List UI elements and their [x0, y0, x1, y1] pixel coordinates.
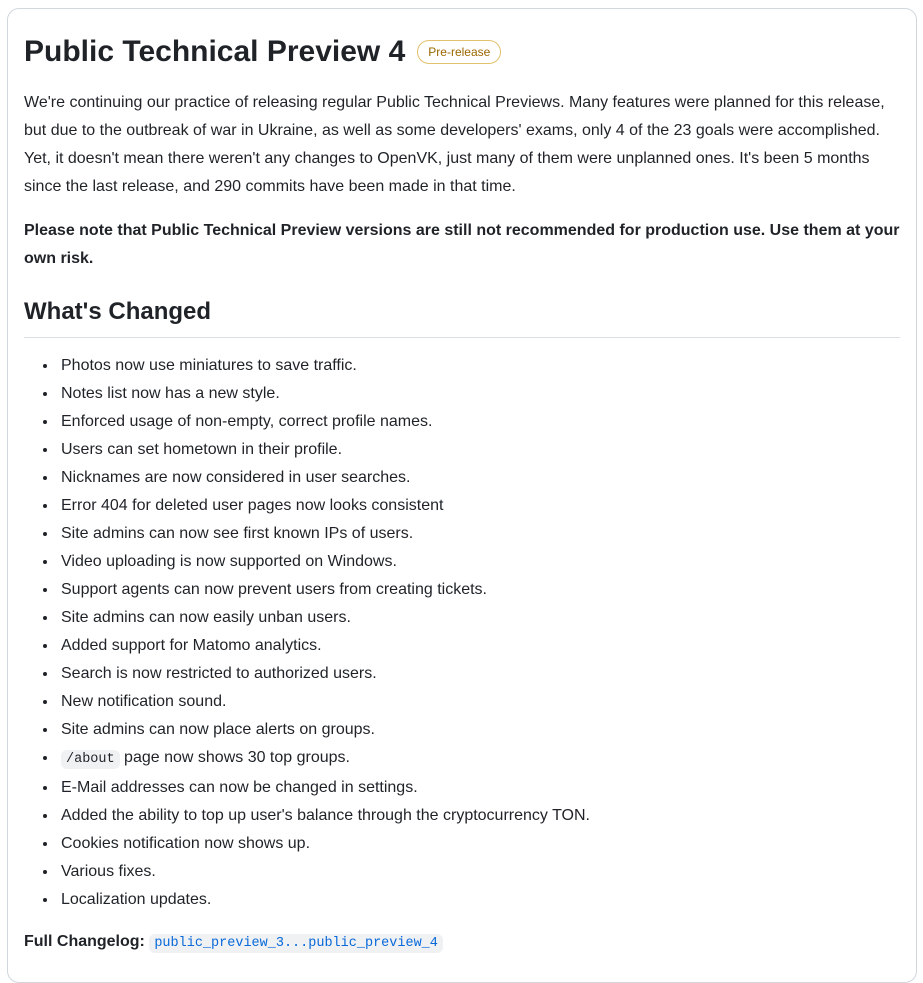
list-item-text: page now shows 30 top groups. — [119, 748, 350, 766]
release-body — [24, 89, 900, 273]
full-changelog-label: Full Changelog: — [24, 932, 145, 950]
prerelease-badge: Pre-release — [417, 40, 501, 64]
list-item: • Error 404 for deleted user pages now looks consistent — [58, 494, 900, 518]
list-item: • Site admins can now easily unban users. — [58, 606, 900, 630]
list-item: • Site admins can now see first known IPs of users. — [58, 522, 900, 546]
list-item: • Cookies notification now shows up. — [58, 832, 900, 856]
warning-paragraph: Please note that Public Technical Preview versions are still not recommended for production use. Use them at your own risk. — [24, 221, 900, 267]
list-item: • Localization updates. — [58, 888, 900, 912]
list-item — [58, 746, 900, 772]
release-card — [7, 8, 917, 983]
full-changelog-row — [24, 928, 900, 958]
list-item: • Various fixes. — [58, 860, 900, 884]
changes-list — [24, 354, 900, 912]
list-item: • Video uploading is now supported on Windows. — [58, 550, 900, 574]
list-item: • Photos now use miniatures to save traffic. — [58, 354, 900, 378]
list-item: • Users can set hometown in their profile. — [58, 438, 900, 462]
list-item: • E-Mail addresses can now be changed in settings. — [58, 776, 900, 800]
list-item: • Added support for Matomo analytics. — [58, 634, 900, 658]
list-item: • Enforced usage of non-empty, correct profile names. — [58, 410, 900, 434]
page-title: Public Technical Preview 4 — [24, 35, 406, 68]
list-item: • Nicknames are now considered in user searches. — [58, 466, 900, 490]
list-item: • Support agents can now prevent users from creating tickets. — [58, 578, 900, 602]
list-item: • Notes list now has a new style. — [58, 382, 900, 406]
intro-paragraph: We're continuing our practice of releasing regular Public Technical Previews. Many features were planned for this release, but due to the outbreak of war in Ukraine, as well as some developers' exams, only 4 of the 23 goals were accomplished. Yet, it doesn't mean there weren't any changes to OpenVK, just many of them were unplanned ones. It's been 5 months since the last release, and 290 commits have been made in that time. — [24, 93, 885, 195]
whats-changed-heading: What's Changed — [24, 297, 900, 338]
compare-link-code[interactable]: public_preview_3...public_preview_4 — [149, 934, 443, 953]
inline-code: /about — [61, 750, 120, 769]
list-item: • Added the ability to top up user's balance through the cryptocurrency TON. — [58, 804, 900, 828]
list-item: • New notification sound. — [58, 690, 900, 714]
list-item: • Site admins can now place alerts on groups. — [58, 718, 900, 742]
release-header — [24, 33, 900, 71]
list-item: • Search is now restricted to authorized users. — [58, 662, 900, 686]
changelog-compare-link[interactable] — [149, 933, 443, 950]
